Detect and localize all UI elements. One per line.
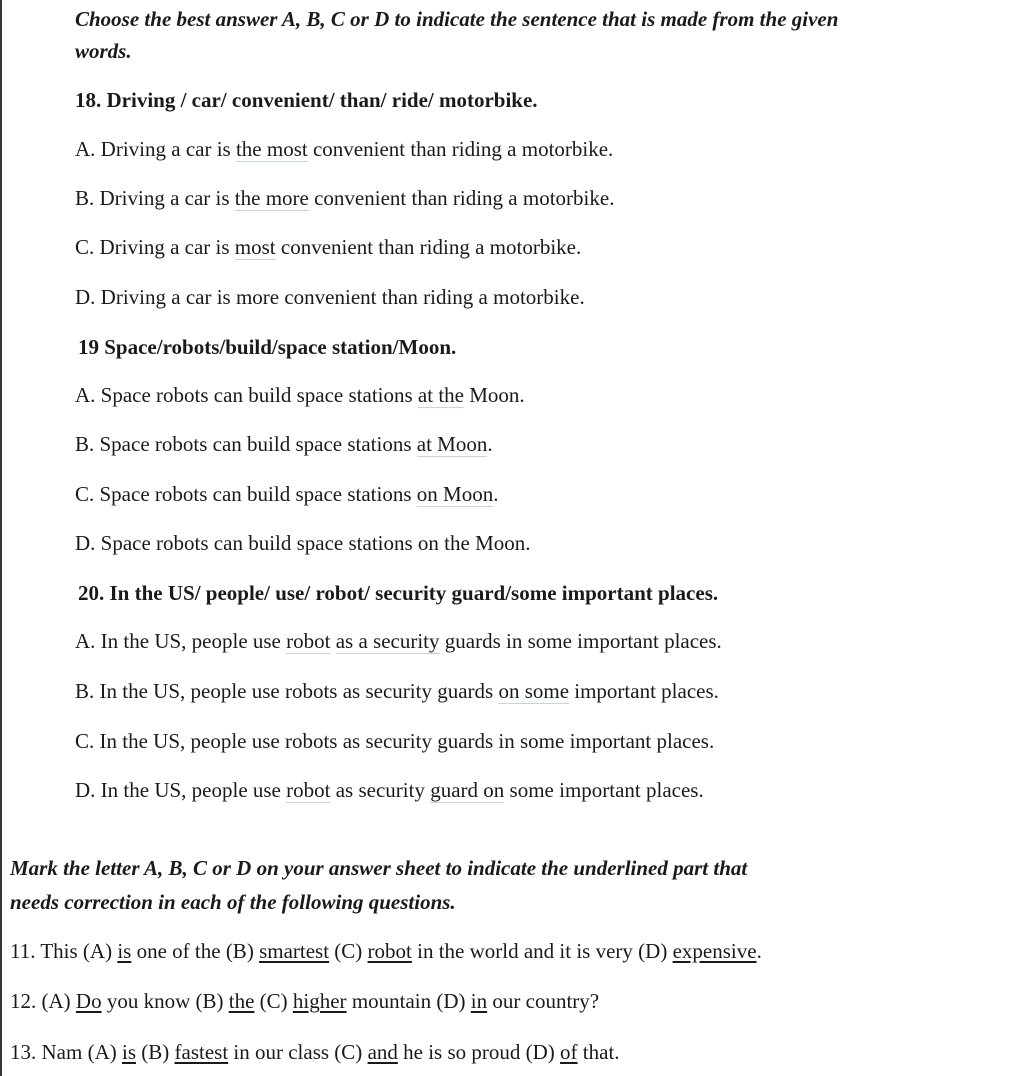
instruction-2-line-2: needs correction in each of the following questions. <box>10 890 456 914</box>
underlined-part-b[interactable]: smartest <box>259 939 330 963</box>
question-18-option-a[interactable]: A. Driving a car is the most convenient than riding a motorbike. <box>75 137 614 161</box>
underlined-part-c[interactable]: higher <box>292 989 347 1013</box>
instruction-line-2: words. <box>75 39 132 63</box>
question-19-option-c[interactable]: C. Space robots can build space stations on Moon. <box>75 482 499 506</box>
question-20-option-c[interactable]: C. In the US, people use robots as security guards in some important places. <box>75 729 715 753</box>
highlight: the most <box>235 137 308 161</box>
question-18-option-d[interactable]: D. Driving a car is more convenient than riding a motorbike. <box>75 285 585 309</box>
highlight: on some <box>498 679 570 703</box>
question-19-option-a[interactable]: A. Space robots can build space stations at the Moon. <box>75 383 525 407</box>
underlined-part-a[interactable]: is <box>117 939 132 963</box>
question-13: 13. Nam (A) is (B) fastest in our class (C) and he is so proud (D) of that. <box>10 1040 620 1064</box>
underlined-part-b[interactable]: the <box>228 989 255 1013</box>
underlined-part-d[interactable]: of <box>560 1040 578 1064</box>
highlight: at Moon <box>416 432 488 456</box>
underlined-part-c[interactable]: and <box>367 1040 398 1064</box>
highlight: robot <box>286 629 331 653</box>
highlight: guard on <box>430 778 505 802</box>
underlined-part-a[interactable]: is <box>121 1040 136 1064</box>
question-20-option-d[interactable]: D. In the US, people use robot as security guard on some important places. <box>75 778 704 802</box>
question-12: 12. (A) Do you know (B) the (C) higher mountain (D) in our country? <box>10 989 600 1013</box>
underlined-part-d[interactable]: in <box>470 989 488 1013</box>
question-18-prompt: 18. Driving / car/ convenient/ than/ ride/ motorbike. <box>75 88 538 112</box>
highlight: as a security <box>335 629 440 653</box>
question-20-option-b[interactable]: B. In the US, people use robots as security guards on some important places. <box>75 679 719 703</box>
question-19-option-d[interactable]: D. Space robots can build space stations on the Moon. <box>75 531 531 555</box>
question-19-option-b[interactable]: B. Space robots can build space stations at Moon. <box>75 432 493 456</box>
highlight: robot <box>286 778 331 802</box>
question-19-prompt: 19 Space/robots/build/space station/Moon. <box>78 335 457 359</box>
question-18-option-b[interactable]: B. Driving a car is the more convenient than riding a motorbike. <box>75 186 615 210</box>
left-border <box>0 0 2 1076</box>
question-20-option-a[interactable]: A. In the US, people use robot as a security guards in some important places. <box>75 629 722 653</box>
instruction-2-line-1: Mark the letter A, B, C or D on your answer sheet to indicate the underlined part that <box>10 856 748 880</box>
highlight: on Moon <box>416 482 494 506</box>
underlined-part-d[interactable]: expensive <box>672 939 757 963</box>
question-18-option-c[interactable]: C. Driving a car is most convenient than riding a motorbike. <box>75 235 582 259</box>
question-20-prompt: 20. In the US/ people/ use/ robot/ security guard/some important places. <box>78 581 719 605</box>
question-11: 11. This (A) is one of the (B) smartest (C) robot in the world and it is very (D) expensive. <box>10 939 762 963</box>
highlight: most <box>234 235 276 259</box>
underlined-part-a[interactable]: Do <box>75 989 102 1013</box>
highlight: the more <box>234 186 309 210</box>
underlined-part-c[interactable]: robot <box>367 939 412 963</box>
underlined-part-b[interactable]: fastest <box>174 1040 229 1064</box>
highlight: at the <box>417 383 464 407</box>
instruction-line-1: Choose the best answer A, B, C or D to indicate the sentence that is made from the given <box>75 7 839 31</box>
